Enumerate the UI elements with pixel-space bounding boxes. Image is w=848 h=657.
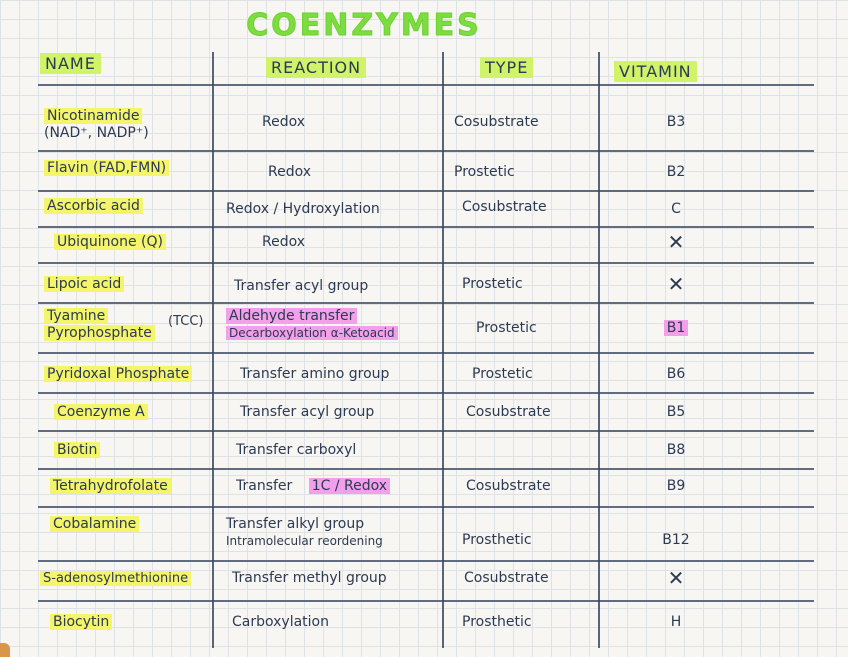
coenzyme-name: Tetrahydrofolate — [50, 478, 225, 495]
none-mark: ✕ — [667, 230, 685, 254]
none-mark: ✕ — [667, 272, 685, 296]
reaction: Transfer 1C / Redox — [236, 478, 446, 495]
row-divider — [38, 352, 814, 354]
vitamin: H — [670, 614, 682, 630]
coenzyme-name: Lipoic acid — [44, 276, 219, 293]
row-divider — [38, 226, 814, 228]
type: Prostetic — [462, 276, 523, 292]
reaction: Transfer carboxyl — [236, 442, 357, 458]
row-divider — [38, 560, 814, 562]
type: Cosubstrate — [462, 199, 547, 215]
header-name: NAME — [40, 54, 101, 73]
reaction: Carboxylation — [232, 614, 329, 630]
coenzyme-name: Flavin (FAD,FMN) — [44, 160, 219, 177]
coenzyme-name: Ascorbic acid — [44, 198, 219, 215]
reaction: Transfer methyl group — [232, 570, 387, 586]
coenzyme-name: S-adenosylmethionine — [40, 570, 215, 587]
vitamin: C — [671, 201, 681, 217]
type: Prosthetic — [462, 614, 532, 630]
none-mark: ✕ — [667, 566, 685, 590]
reaction: Redox — [268, 164, 312, 180]
type: Cosubstrate — [466, 404, 551, 420]
coenzyme-name: Pyridoxal Phosphate — [44, 366, 219, 383]
coenzyme-name: Tyamine Pyrophosphate — [44, 308, 219, 342]
type: Cosubstrate — [466, 478, 551, 494]
row-divider — [38, 468, 814, 470]
page-title: COENZYMES — [246, 8, 482, 43]
row-divider — [38, 190, 814, 192]
header-type: TYPE — [480, 58, 533, 77]
coenzyme-name: Ubiquinone (Q) — [54, 234, 229, 251]
row-divider — [38, 150, 814, 152]
page-corner — [0, 643, 10, 657]
header-divider — [38, 84, 814, 86]
vitamin: B6 — [666, 366, 686, 382]
reaction: Aldehyde transfer Decarboxylation α-Ketoacid — [226, 308, 436, 342]
coenzyme-name: Coenzyme A — [54, 404, 229, 421]
row-divider — [38, 430, 814, 432]
vitamin: B12 — [662, 532, 690, 548]
row-divider — [38, 302, 814, 304]
vitamin: B2 — [666, 164, 686, 180]
type: Prostetic — [476, 320, 537, 336]
reaction: Redox / Hydroxylation — [226, 201, 380, 217]
column-divider — [442, 52, 444, 648]
row-divider — [38, 262, 814, 264]
header-reaction: REACTION — [266, 58, 366, 77]
vitamin: B9 — [666, 478, 686, 494]
coenzyme-name: Cobalamine — [50, 516, 225, 533]
coenzyme-name: Biotin — [54, 442, 229, 459]
coenzyme-name: Nicotinamide (NAD⁺, NADP⁺) — [44, 108, 149, 141]
column-divider — [598, 52, 600, 648]
reaction: Redox — [262, 234, 306, 250]
reaction: Transfer acyl group — [240, 404, 375, 420]
type: Prostetic — [472, 366, 533, 382]
type: Prosthetic — [462, 532, 532, 548]
vitamin: B1 — [606, 320, 746, 337]
type: Prostetic — [454, 164, 515, 180]
type: Cosubstrate — [464, 570, 549, 586]
reaction: Redox — [262, 114, 306, 130]
vitamin: B5 — [666, 404, 686, 420]
header-vitamin: VITAMIN — [614, 62, 697, 81]
type: Cosubstrate — [454, 114, 539, 130]
row-divider — [38, 392, 814, 394]
reaction: Transfer alkyl group Intramolecular reordening — [226, 516, 383, 548]
name-note: (TCC) — [168, 314, 204, 329]
vitamin: B3 — [666, 114, 686, 130]
reaction: Transfer amino group — [240, 366, 390, 382]
vitamin: B8 — [666, 442, 686, 458]
row-divider — [38, 600, 814, 602]
reaction: Transfer acyl group — [234, 278, 369, 294]
row-divider — [38, 506, 814, 508]
coenzyme-name: Biocytin — [50, 614, 225, 631]
